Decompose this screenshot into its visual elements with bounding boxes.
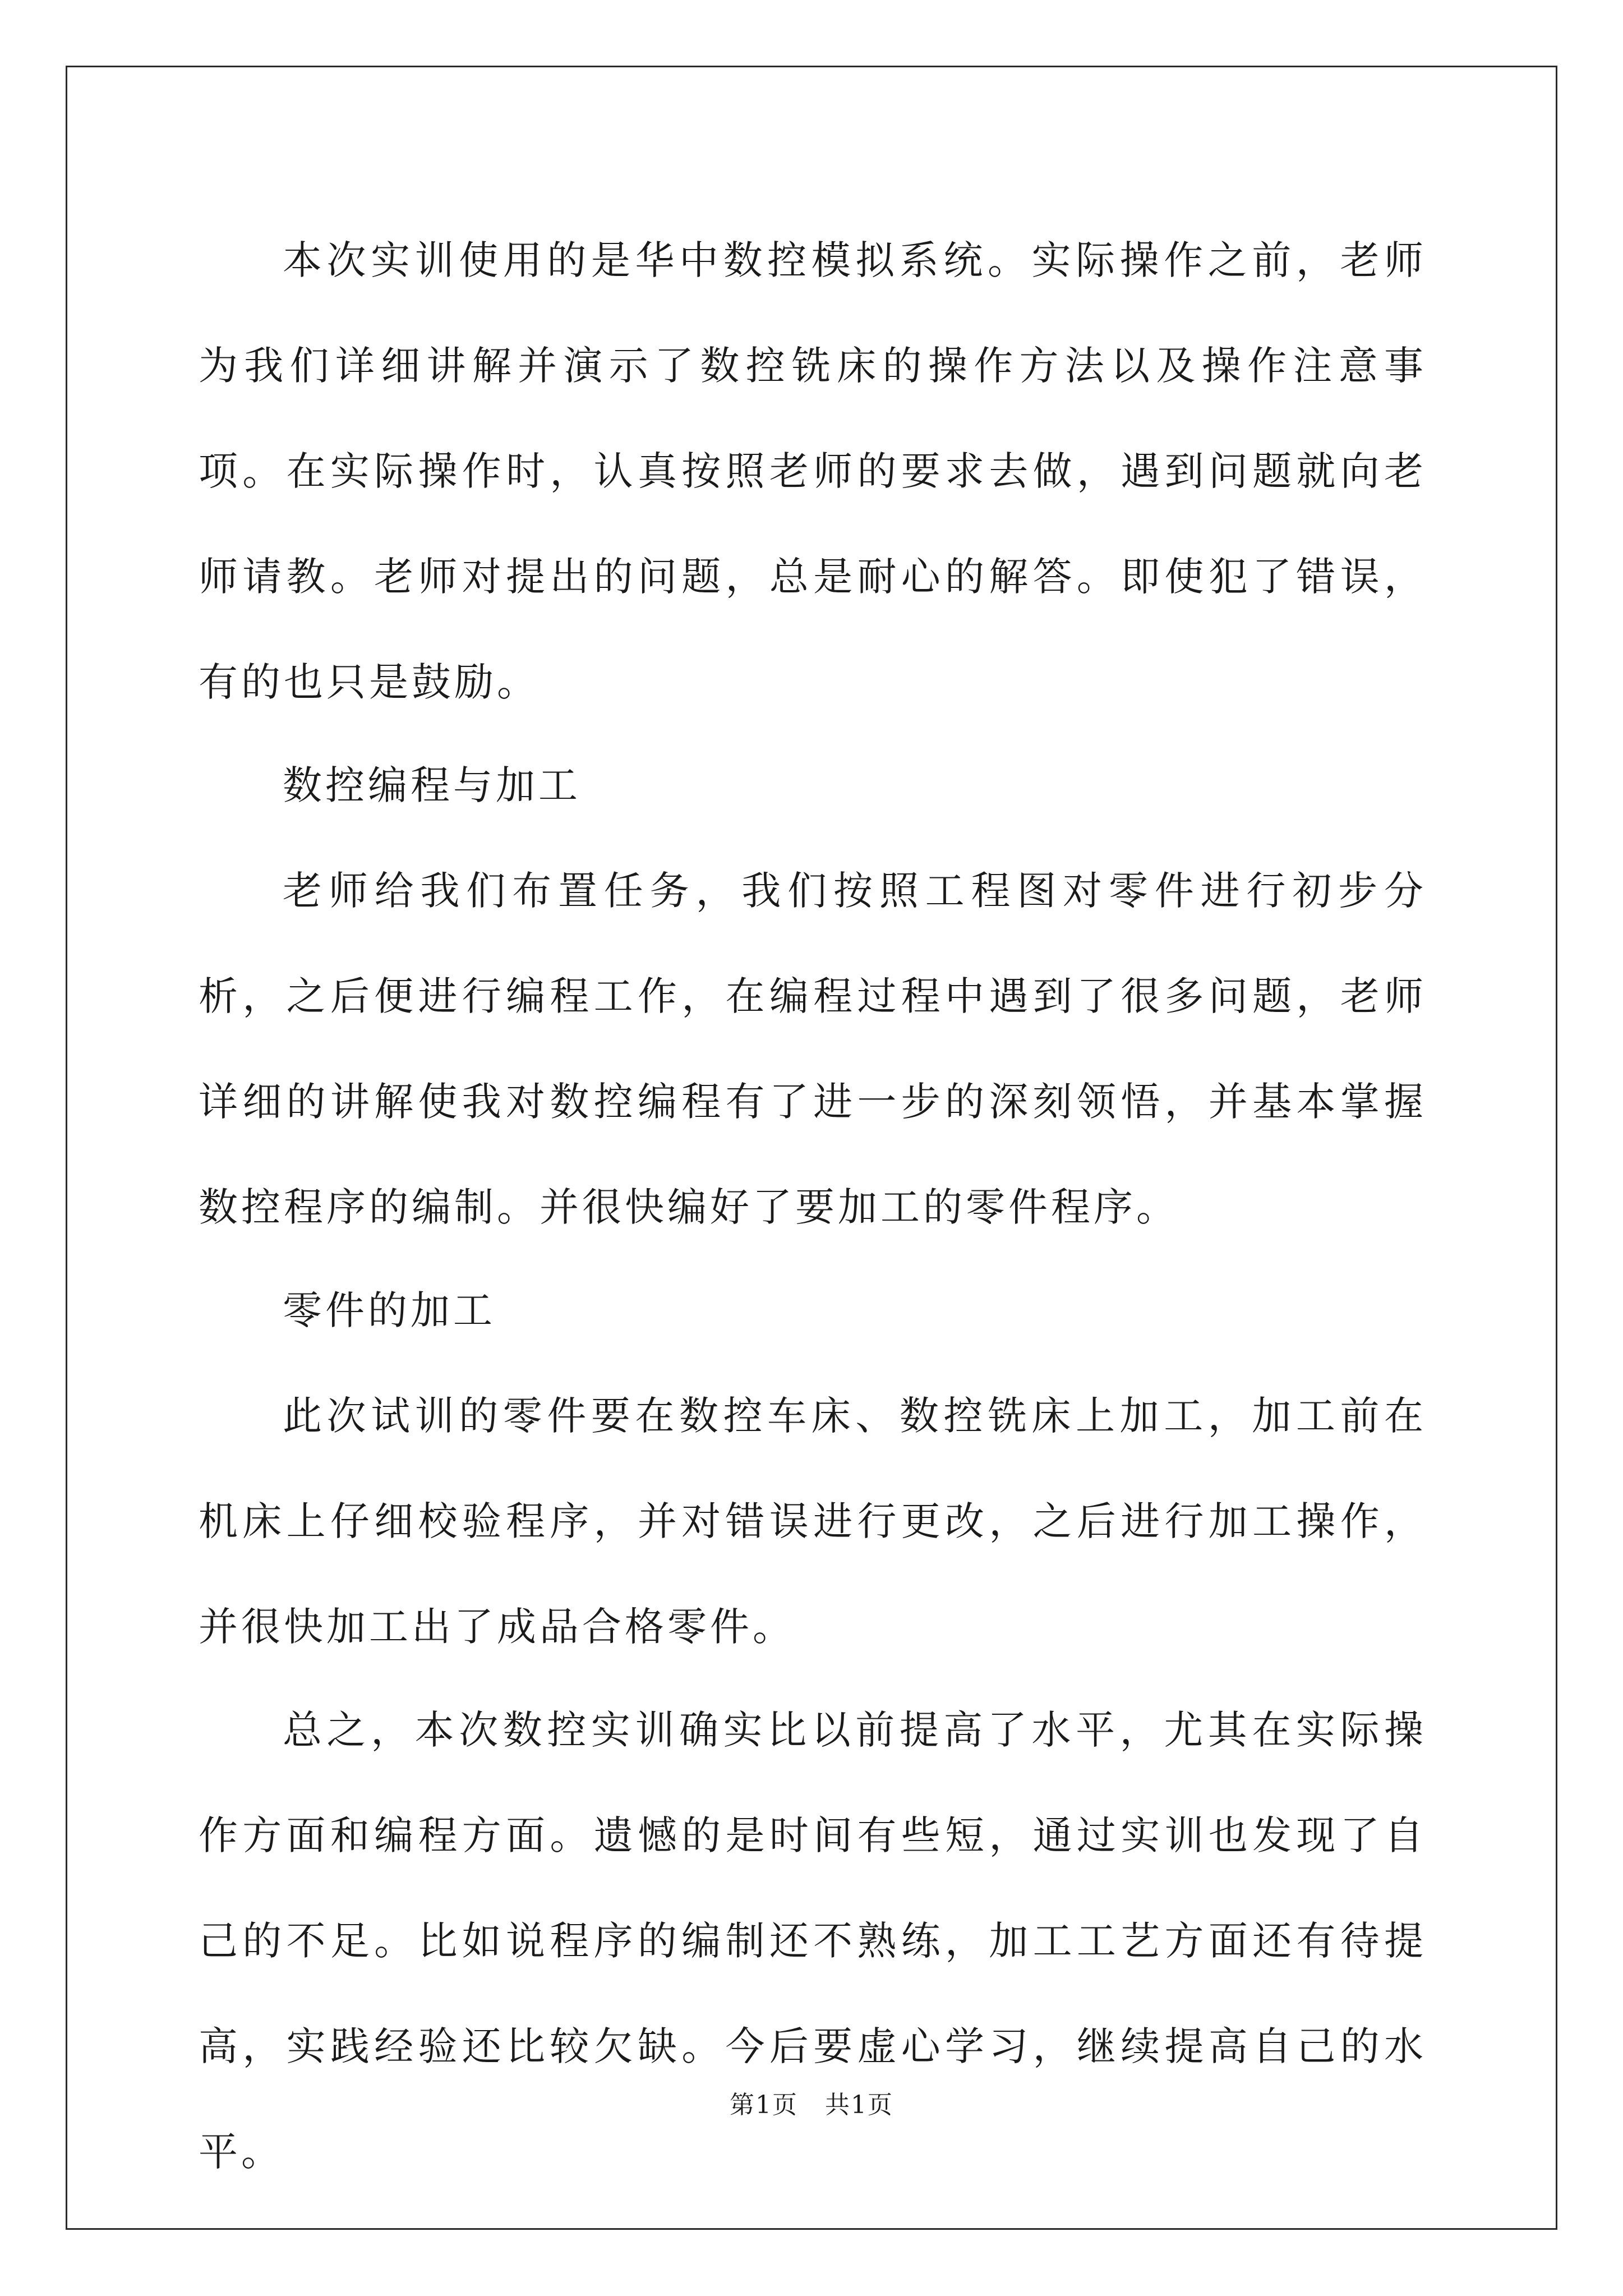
paragraph-training-intro: 本次实训使用的是华中数控模拟系统。实际操作之前，老师为我们详细讲解并演示了数控铣床的操作方法以及操作注意事项。在实际操作时，认真按照老师的要求去做，遇到问题就向老师请教。老师对提出的问题，总是耐心的解答。即使犯了错误，有的也只是鼓励。: [199, 237, 1427, 705]
page-footer: [0, 2085, 1623, 2120]
page-number: 第1页: [730, 2091, 799, 2119]
paragraph-machining: 此次试训的零件要在数控车床、数控铣床上加工，加工前在机床上仔细校验程序，并对错误进行更改，之后进行加工操作，并很快加工出了成品合格零件。: [199, 1393, 1427, 1650]
document-body: [199, 208, 1427, 2202]
section-heading-programming: 数控编程与加工: [283, 762, 581, 808]
page-total: 共1页: [824, 2091, 893, 2119]
paragraph-programming: 老师给我们布置任务，我们按照工程图对零件进行初步分析，之后便进行编程工作，在编程过程中遇到了很多问题，老师详细的讲解使我对数控编程有了进一步的深刻领悟，并基本掌握数控程序的编制。并很快编好了要加工的零件程序。: [199, 868, 1427, 1230]
section-heading-machining: 零件的加工: [283, 1287, 496, 1333]
paragraph-summary: 总之，本次数控实训确实比以前提高了水平，尤其在实际操作方面和编程方面。遗憾的是时间有些短，通过实训也发现了自己的不足。比如说程序的编制还不熟练，加工工艺方面还有待提高，实践经验还比较欠缺。今后要虚心学习，继续提高自己的水平。: [199, 1707, 1427, 2175]
